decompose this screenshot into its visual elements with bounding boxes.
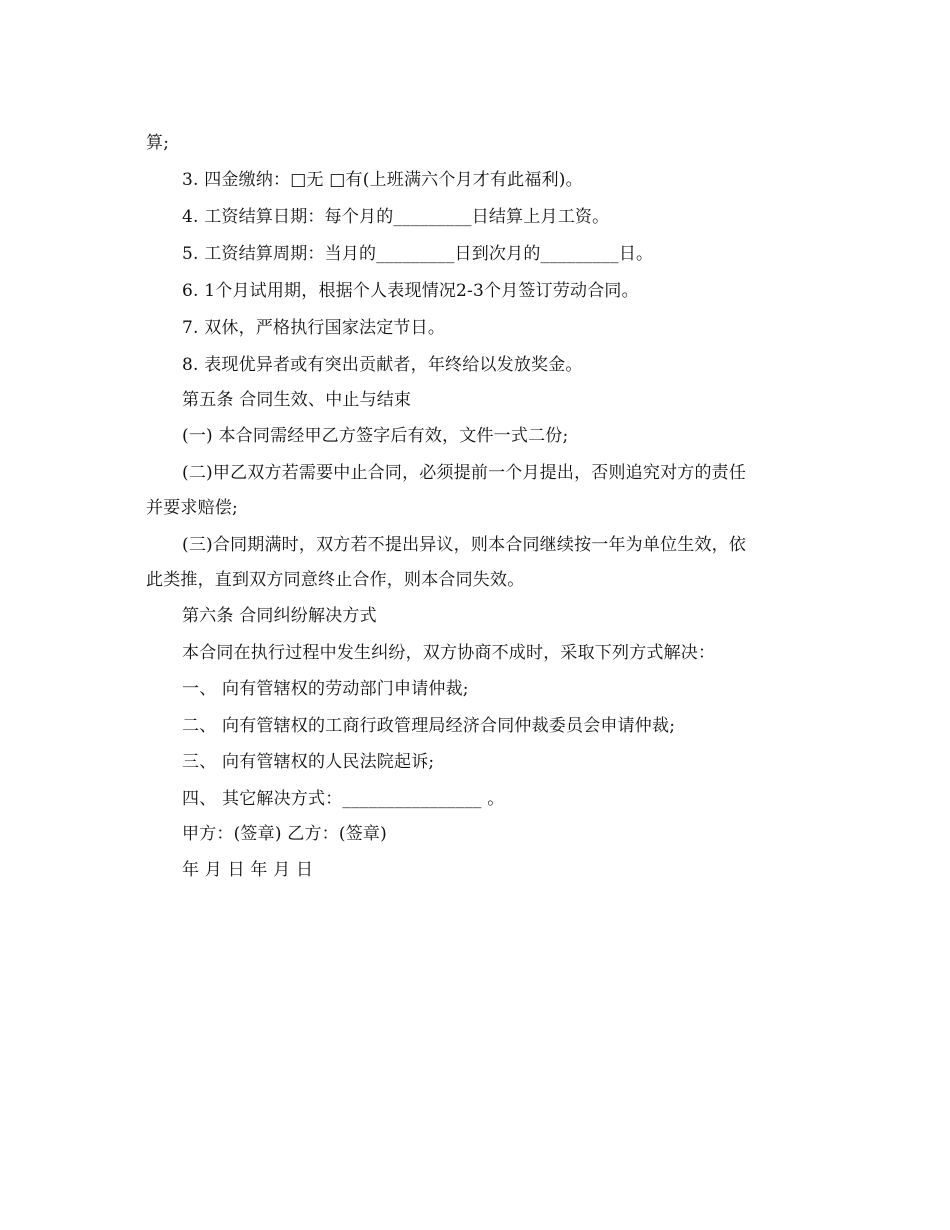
dispute-option-2: 二、 向有管辖权的工商行政管理局经济合同仲裁委员会申请仲裁;: [182, 716, 676, 736]
list-item-probation: 6. 1个月试用期，根据个人表现情况2-3个月签订劳动合同。: [182, 281, 639, 301]
section-heading-5: 第五条 合同生效、中止与结束: [182, 390, 412, 410]
list-item-pay-date: 4. 工资结算日期：每个月的_________日结算上月工资。: [182, 207, 610, 227]
section-heading-6: 第六条 合同纠纷解决方式: [182, 606, 377, 626]
dispute-intro: 本合同在执行过程中发生纠纷，双方协商不成时，采取下列方式解决：: [182, 643, 716, 663]
list-item-benefits: 3. 四金缴纳：□无 □有(上班满六个月才有此福利)。: [182, 170, 583, 190]
signature-line: 甲方：(签章) 乙方：(签章): [182, 824, 387, 844]
clause-5-1: (一) 本合同需经甲乙方签字后有效，文件一式二份;: [182, 426, 569, 446]
list-item-holidays: 7. 双休，严格执行国家法定节日。: [182, 318, 446, 338]
clause-5-2: (二)甲乙双方若需要中止合同，必须提前一个月提出，否则追究对方的责任: [182, 463, 747, 483]
clause-5-2-cont: 并要求赔偿;: [146, 498, 238, 518]
dispute-option-1: 一、 向有管辖权的劳动部门申请仲裁;: [182, 679, 469, 699]
date-line: 年 月 日 年 月 日: [182, 860, 314, 880]
dispute-option-4: 四、 其它解决方式：________________ 。: [182, 789, 505, 809]
clause-5-3: (三)合同期满时，双方若不提出异议，则本合同继续按一年为单位生效，依: [182, 535, 747, 555]
text-line-continuation: 算;: [146, 133, 170, 153]
list-item-bonus: 8. 表现优异者或有突出贡献者，年终给以发放奖金。: [182, 355, 583, 375]
dispute-option-3: 三、 向有管辖权的人民法院起诉;: [182, 752, 435, 772]
list-item-pay-period: 5. 工资结算周期：当月的_________日到次月的_________日。: [182, 244, 654, 264]
clause-5-3-cont: 此类推，直到双方同意终止合作，则本合同失效。: [146, 570, 525, 590]
